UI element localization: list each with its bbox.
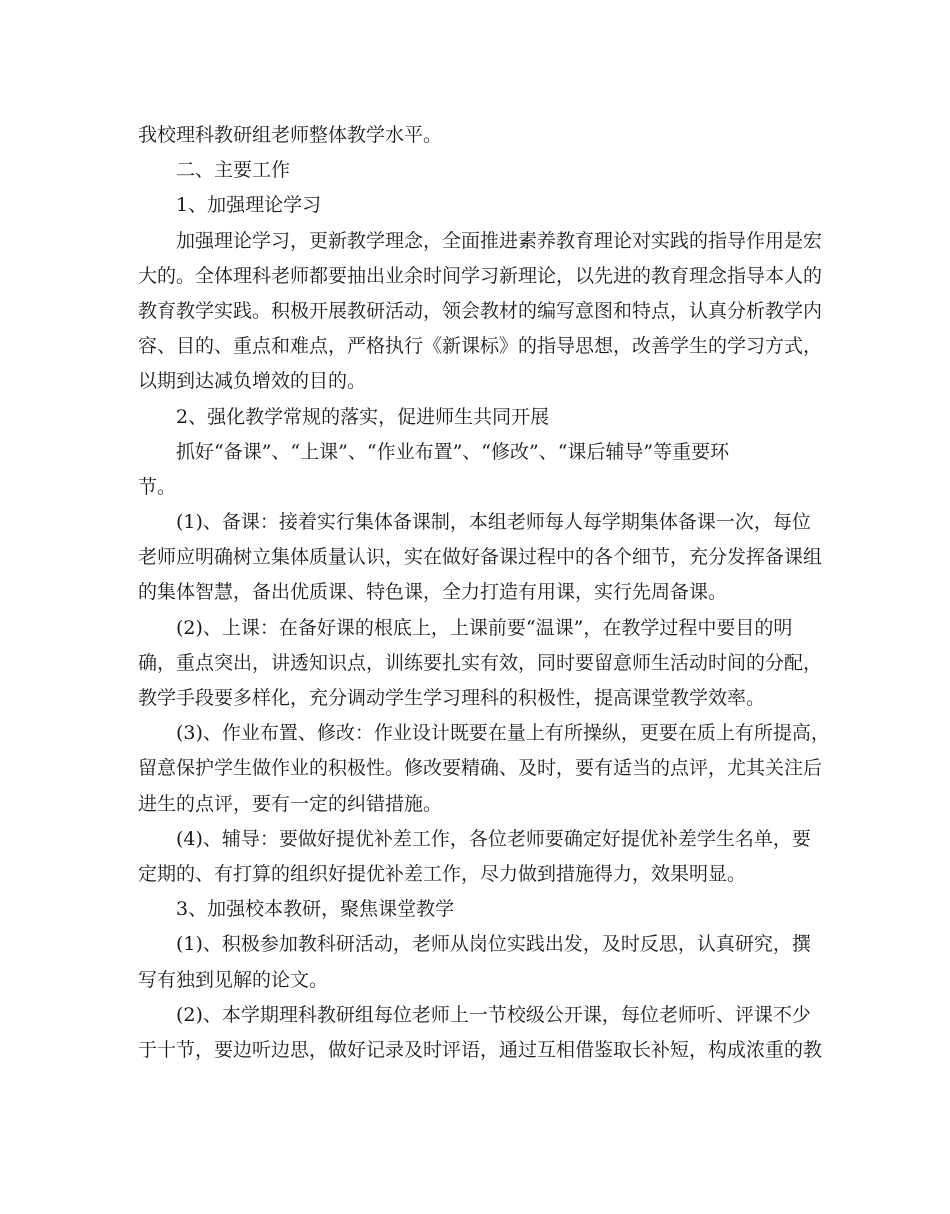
- text-line: 的集体智慧，备出优质课、特色课，全力打造有用课，实行先周备课。: [138, 581, 728, 604]
- text-line: (4)、辅导：要做好提优补差工作，各位老师要确定好提优补差学生名单，要: [176, 827, 811, 850]
- text-line: 容、目的、重点和难点，严格执行《新课标》的指导思想，改善学生的学习方式，: [138, 335, 823, 358]
- text-line: 我校理科教研组老师整体教学水平。: [138, 124, 443, 146]
- text-line: (2)、上课：在备好课的根底上，上课前要“温课”，在教学过程中要目的明: [176, 616, 793, 639]
- text-line: 留意保护学生做作业的积极性。修改要精确、及时，要有适当的点评，尤其关注后: [138, 757, 823, 780]
- text-line: 进生的点评，要有一定的纠错措施。: [138, 792, 443, 815]
- text-line: 以期到达减负增效的目的。: [138, 370, 367, 393]
- text-line: (3)、作业布置、修改：作业设计既要在量上有所操纵，更要在质上有所提高，: [176, 722, 830, 745]
- text-line: 加强理论学习，更新教学理念，全面推进素养教育理论对实践的指导作用是宏: [176, 229, 823, 252]
- text-line: (1)、积极参加教科研活动，老师从岗位实践出发，及时反思，认真研究，撰: [176, 933, 811, 956]
- subsection-heading: 3、加强校本教研，聚焦课堂教学: [176, 898, 455, 921]
- section-heading: 二、主要工作: [176, 159, 291, 182]
- text-line: (1)、备课：接着实行集体备课制，本组老师每人每学期集体备课一次，每位: [176, 511, 811, 534]
- text-line: 写有独到见解的论文。: [138, 968, 329, 991]
- subsection-heading: 1、加强理论学习: [176, 194, 322, 217]
- text-line: 大的。全体理科老师都要抽出业余时间学习新理论，以先进的教育理念指导本人的: [138, 264, 823, 287]
- text-line: 抓好“备课”、“上课”、“作业布置”、“修改”、“课后辅导”等重要环: [176, 440, 730, 463]
- text-line: 教学手段要多样化，充分调动学生学习理科的积极性，提高课堂教学效率。: [138, 687, 766, 709]
- text-line: 节。: [138, 475, 177, 498]
- text-line: 于十节，要边听边思，做好记录及时评语，通过互相借鉴取长补短，构成浓重的教: [138, 1038, 823, 1061]
- text-line: 老师应明确树立集体质量认识，实在做好备课过程中的各个细节，充分发挥备课组: [138, 546, 823, 569]
- text-line: 确，重点突出，讲透知识点，训练要扎实有效，同时要留意师生活动时间的分配，: [138, 651, 823, 674]
- subsection-heading: 2、强化教学常规的落实，促进师生共同开展: [176, 405, 550, 428]
- text-line: (2)、本学期理科教研组每位老师上一节校级公开课，每位老师听、评课不少: [176, 1003, 811, 1026]
- text-line: 教育教学实践。积极开展教研活动，领会教材的编写意图和特点，认真分析教学内: [138, 299, 823, 322]
- document-body: [138, 118, 828, 1068]
- text-line: 定期的、有打算的组织好提优补差工作，尽力做到措施得力，效果明显。: [138, 862, 747, 885]
